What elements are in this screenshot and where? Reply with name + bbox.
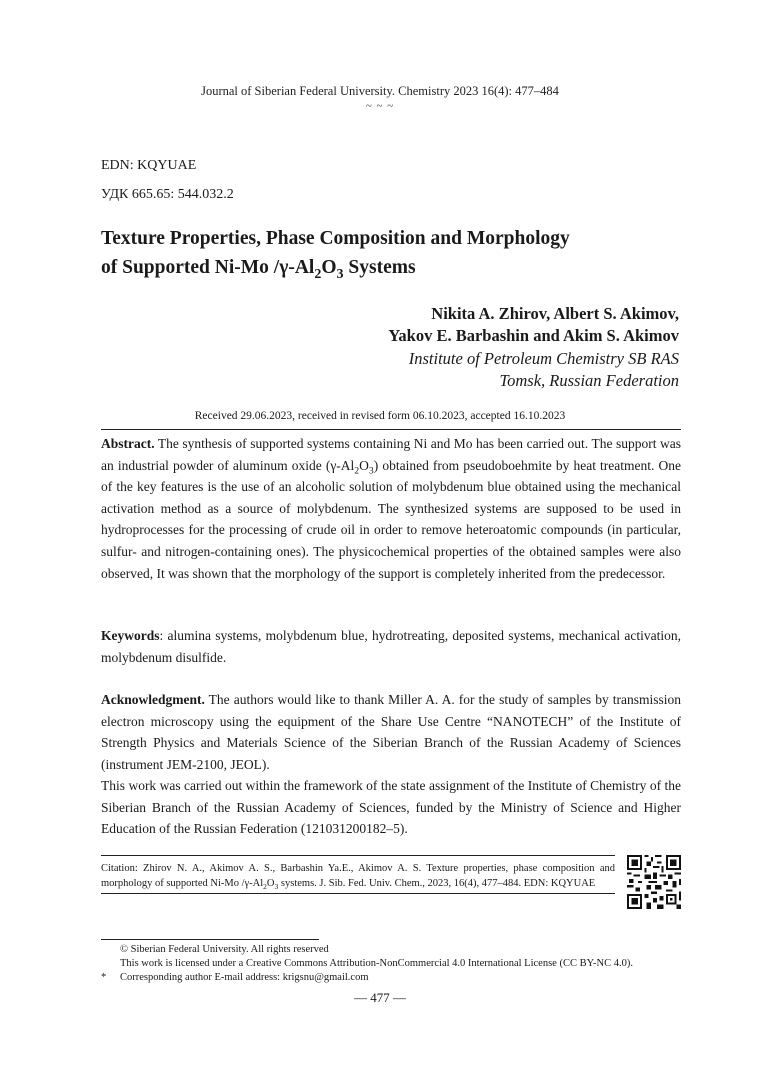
affiliation bbox=[409, 348, 679, 392]
title-line-1: Texture Properties, Phase Composition and Morphology bbox=[101, 228, 570, 249]
corresponding-author: Corresponding author E-mail address: krigsnu@gmail.com bbox=[120, 972, 369, 983]
keywords: Keywords: alumina systems, molybdenum blue, hydrotreating, deposited systems, mechanical activation, molybdenum disulfide. bbox=[101, 628, 681, 665]
divider-top bbox=[101, 429, 681, 430]
affiliation-institute: Institute of Petroleum Chemistry SB RAS bbox=[408, 349, 679, 368]
edn-code: EDN: KQYUAE bbox=[101, 158, 197, 173]
journal-header: Journal of Siberian Federal University. Chemistry 2023 16(4): 477–484 bbox=[201, 84, 559, 98]
acknowledgment-label: Acknowledgment. bbox=[101, 692, 205, 707]
copyright-note: © Siberian Federal University. All rights reserved bbox=[120, 944, 329, 955]
affiliation-location: Tomsk, Russian Federation bbox=[499, 371, 679, 390]
license-note: This work is licensed under a Creative Commons Attribution-NonCommercial 4.0 International License (CC BY-NC 4.0). bbox=[120, 958, 633, 969]
authors-line-1: Nikita A. Zhirov, Albert S. Akimov, bbox=[431, 304, 679, 323]
received-dates: Received 29.06.2023, received in revised form 06.10.2023, accepted 16.10.2023 bbox=[194, 410, 566, 422]
keywords-label: Keywords bbox=[101, 628, 160, 643]
abstract-label: Abstract. bbox=[101, 436, 155, 451]
funding-statement: This work was carried out within the framework of the state assignment of the Institute of Chemistry of the Siberian Branch of the Russian Academy of Sciences, funded by the Ministry of Science and Higher Education of the Russian Federation (121031200182–5). bbox=[101, 778, 681, 837]
page-number: — 477 — bbox=[354, 990, 406, 1005]
paper-title bbox=[101, 224, 661, 282]
header-ornament: ~ ~ ~ bbox=[365, 100, 395, 112]
acknowledgment: Acknowledgment. The authors would like to thank Miller A. A. for the study of samples by transmission electron microscopy using the equipment of the Share Use Centre “NANOTECH” of the Institute of Strength Physics and Materials Science of the Siberian Branch of the Russian Academy of Sciences (instrument JEM-2100, JEOL). bbox=[101, 692, 681, 772]
title-line-2: of Supported Ni-Mo $/\gamma-Al_2O_3$ Systems bbox=[101, 257, 416, 282]
footnote-marker: * bbox=[101, 972, 107, 983]
authors-line-2: Yakov E. Barbashin and Akim S. Akimov bbox=[388, 326, 679, 345]
citation-rule-top bbox=[101, 855, 615, 856]
citation-rule-bottom bbox=[101, 893, 615, 894]
footnote-rule bbox=[101, 939, 319, 940]
qr-code-icon[interactable] bbox=[627, 855, 681, 909]
author-list bbox=[388, 303, 679, 347]
citation: Citation: Zhirov N. A., Akimov A. S., Barbashin Ya.E., Akimov A. S. Texture properties, phase composition and morphology of supported Ni-Mo $/\gamma-Al_2O_3$ systems. J. Sib. Fed. Univ. Chem., 2023, 16(4), 477–484. EDN: KQYUAE bbox=[101, 863, 615, 892]
abstract: Abstract. The synthesis of supported systems containing Ni and Mo has been carried out. The support was an industrial powder of aluminum oxide $(\gamma-Al_2O_3)$ obtained from pseudoboehmite by heat treatment. One of the key features is the use of an alcoholic solution of molybdenum blue obtained using the mechanical activation method as a source of molybdenum. The synthesized systems are supposed to be used in hydroprocesses for the processing of crude oil in order to remove heteroatomic compounds (in particular, sulfur- and nitrogen-containing ones). The physicochemical properties of the obtained samples were also observed, It was shown that the morphology of the support is completely inherited from the predecessor. bbox=[101, 436, 681, 581]
udk-code: УДК 665.65: 544.032.2 bbox=[101, 187, 234, 202]
